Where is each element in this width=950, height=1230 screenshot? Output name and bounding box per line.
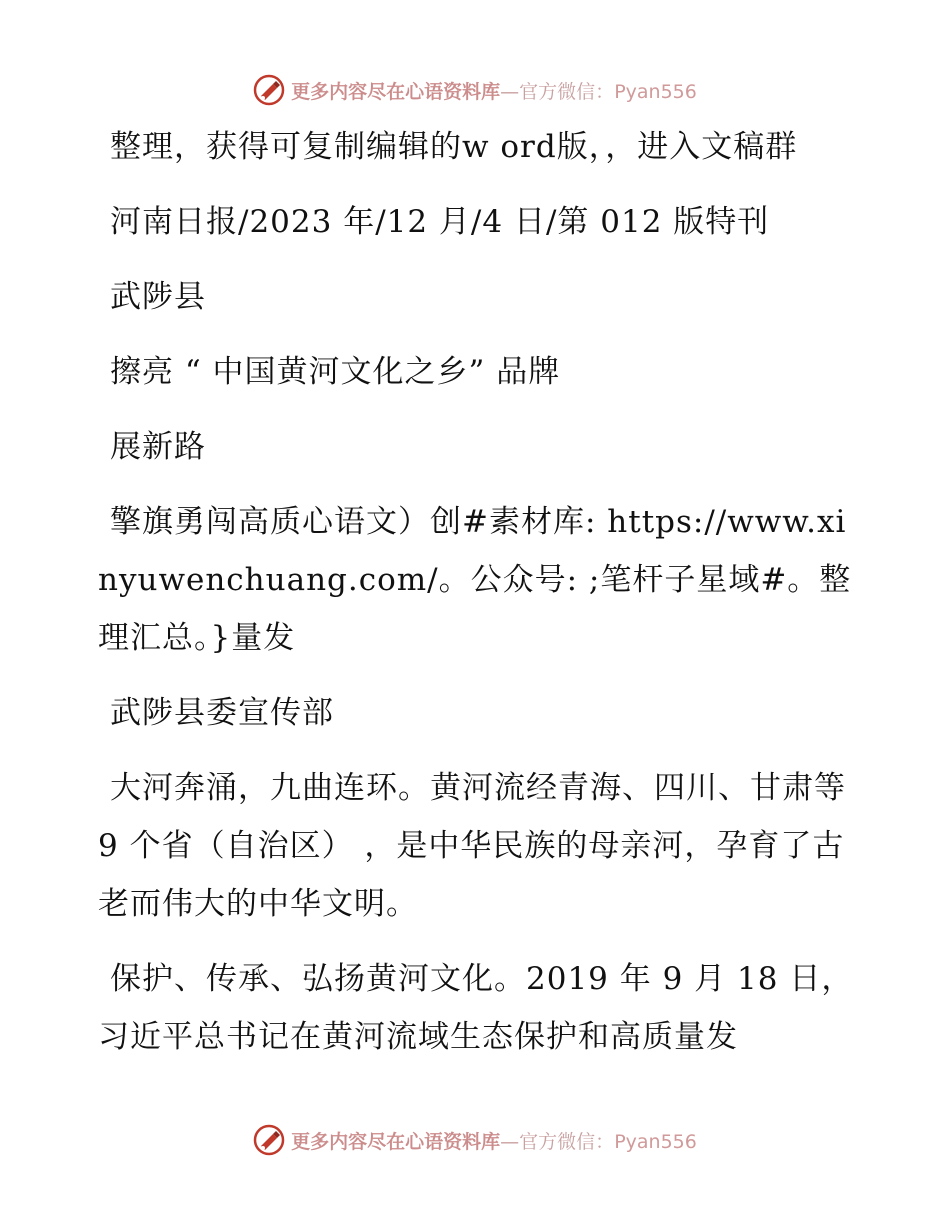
- paragraph: 武陟县: [110, 279, 206, 315]
- watermark-text: [291, 77, 697, 104]
- paragraph: 大河奔涌，九曲连环。黄河流经青海、四川、甘肃等 9 个省（自治区） ，是中华民族的母亲河，孕育了古老而伟大的中华文明。: [98, 770, 846, 922]
- watermark-wechat-id: Pyan556: [614, 80, 697, 103]
- paragraph: 擎旗勇闯高质心语文）创#素材库: https://www.xinyuwenchuang.com/。公众号: ;笔杆子星域#。整理汇总。}量发: [98, 504, 852, 656]
- paragraph: 武陟县委宣传部: [110, 695, 334, 731]
- paragraph: 保护、传承、弘扬黄河文化。2019 年 9 月 18 日，习近平总书记在黄河流域生态保护和高质量发: [98, 961, 854, 1055]
- pen-logo-icon: [253, 74, 285, 106]
- watermark-brand: 更多内容尽在心语资料库: [291, 80, 501, 103]
- paragraph: 河南日报/2023 年/12 月/4 日/第 012 版特刊: [110, 204, 770, 240]
- watermark-brand: 更多内容尽在心语资料库: [291, 1130, 501, 1153]
- watermark-label: 官方微信：: [519, 80, 615, 103]
- header-watermark: [0, 70, 950, 110]
- paragraph: 整理，获得可复制编辑的w ord版，，进入文稿群: [110, 129, 798, 165]
- watermark-label: 官方微信：: [519, 1130, 615, 1153]
- paragraph: 展新路: [110, 429, 206, 465]
- watermark-separator: —: [500, 80, 520, 103]
- pen-logo-icon: [253, 1124, 285, 1156]
- watermark-separator: —: [500, 1130, 520, 1153]
- watermark-wechat-id: Pyan556: [614, 1130, 697, 1153]
- watermark-text: [291, 1127, 697, 1154]
- footer-watermark: [0, 1120, 950, 1160]
- paragraph: 擦亮 “ 中国黄河文化之乡” 品牌: [110, 354, 561, 390]
- document-body: [98, 118, 858, 1083]
